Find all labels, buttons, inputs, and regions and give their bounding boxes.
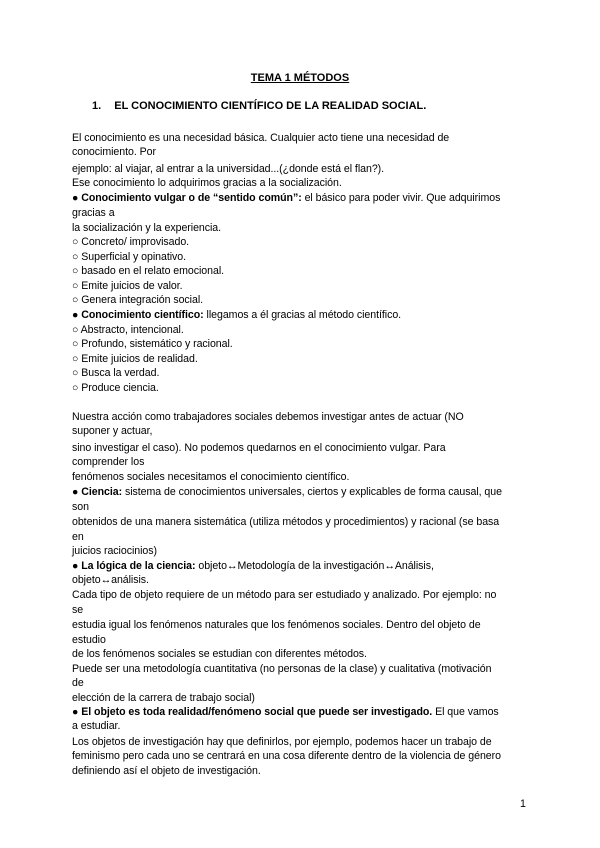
body-line [72,163,384,175]
body-line [72,280,183,292]
body-line [72,736,492,748]
line-text: El conocimiento es una necesidad básica. Cualquier acto tiene una necesidad de [72,132,450,144]
body-line [72,207,115,219]
line-text: ejemplo: al viajar, al entrar a la universidad...(¿donde está el flan?). [72,163,385,175]
line-text: objeto↔análisis. [72,574,149,586]
body-line [72,192,500,204]
body-line [72,132,449,144]
line-text: estudio [72,634,106,646]
body-line [72,425,152,437]
body-line [72,516,499,528]
line-text: en [72,531,84,543]
line-text: a estudiar. [72,720,121,732]
body-line [72,382,159,394]
body-line [72,560,434,572]
body-line [72,353,198,365]
body-line [72,589,496,601]
body-line [72,545,157,557]
body-line [72,706,499,718]
line-text: de los fenómenos sociales se estudian con diferentes métodos. [72,648,367,660]
body-line [72,338,233,350]
body-line [72,324,184,336]
body-line [72,177,342,189]
line-text: ○ Concreto/ improvisado. [72,236,190,248]
line-text: estudia igual los fenómenos naturales que los fenómenos sociales. Dentro del objeto de [72,619,481,631]
line-text: conocimiento. Por [72,146,156,158]
body-line [72,456,144,468]
line-text: ○ Emite juicios de realidad. [72,353,198,365]
line-text: ○ Genera integración social. [72,294,204,306]
line-text: sino investigar el caso). No podemos quedarnos en el conocimiento vulgar. Para [72,442,446,454]
document-title: TEMA 1 MÉTODOS [250,72,350,84]
line-text: se [72,604,84,616]
body-line [72,146,156,158]
body-line [72,442,446,454]
body-line [72,411,464,423]
line-text: elección de la carrera de trabajo social) [72,692,255,704]
line-text: ○ basado en el relato emocional. [72,265,225,277]
line-text: El que vamos [432,706,499,718]
line-text: Puede ser una metodología cuantitativa (no personas de la clase) y cualitativa (motivación [72,663,492,675]
body-line [72,604,83,616]
body-line [72,501,89,513]
body-line [72,692,255,704]
bold-term: ● El objeto es toda realidad/fenómeno social que puede ser investigado. [72,706,433,718]
body-line [72,251,186,263]
body-line [72,236,189,248]
line-text: definiendo así el objeto de investigación. [72,765,261,777]
line-text: el básico para poder vivir. Que adquirimos [301,192,501,204]
line-text: feminismo pero cada uno se centrará en una cosa diferente dentro de la violencia de género [72,750,501,762]
body-line [72,750,501,762]
section-heading [92,100,426,112]
body-line [72,486,502,498]
body-line [72,765,261,777]
line-text: juicios raciocinios) [72,545,157,557]
body-line [72,471,349,483]
line-text: obtenidos de una manera sistemática (utiliza métodos y procedimientos) y racional (se basa [72,516,500,528]
line-text: ○ Profundo, sistemático y racional. [72,338,233,350]
line-text: son [72,501,89,513]
line-text: Cada tipo de objeto requiere de un método para ser estudiado y analizado. Por ejemplo: no [72,589,497,601]
body-line [72,663,492,675]
line-text: suponer y actuar, [72,425,153,437]
body-line [72,677,84,689]
bold-term: ● Ciencia: [72,486,123,498]
line-text: llegamos a él gracias al método científico. [203,309,402,321]
line-text: fenómenos sociales necesitamos el conocimiento científico. [72,471,350,483]
line-text: ○ Superficial y opinativo. [72,251,187,263]
line-text: sistema de conocimientos universales, ciertos y explicables de forma causal, que [122,486,502,498]
line-text: Ese conocimiento lo adquirimos gracias a la socialización. [72,177,342,189]
body-line [72,531,84,543]
bold-term: ● Conocimiento científico: [72,309,204,321]
body-line [72,222,221,234]
body-line [72,309,401,321]
section-heading-text: EL CONOCIMIENTO CIENTÍFICO DE LA REALIDAD SOCIAL. [114,100,427,112]
bold-term: ● La lógica de la ciencia: [72,560,196,572]
body-line [72,720,120,732]
line-text: objeto↔Metodología de la investigación↔Análisis, [195,560,434,572]
line-text: ○ Emite juicios de valor. [72,280,183,292]
body-line [72,367,159,379]
line-text: gracias a [72,207,115,219]
body-line [72,574,149,586]
section-number: 1. [92,100,102,112]
line-text: ○ Produce ciencia. [72,382,159,394]
line-text: ○ Abstracto, intencional. [72,324,184,336]
page-number: 1 [520,798,526,810]
line-text: Los objetos de investigación hay que definirlos, por ejemplo, podemos hacer un trabajo de [72,736,492,748]
body-line [72,265,224,277]
body-line [72,634,106,646]
body-line [72,648,367,660]
line-text: ○ Busca la verdad. [72,367,160,379]
line-text: comprender los [72,456,145,468]
body-line [72,294,203,306]
line-text: de [72,677,84,689]
body-line [72,619,481,631]
bold-term: ● Conocimiento vulgar o de “sentido común”: [72,192,302,204]
line-text: la socialización y la experiencia. [72,222,222,234]
line-text: Nuestra acción como trabajadores sociales debemos investigar antes de actuar (NO [72,411,464,423]
